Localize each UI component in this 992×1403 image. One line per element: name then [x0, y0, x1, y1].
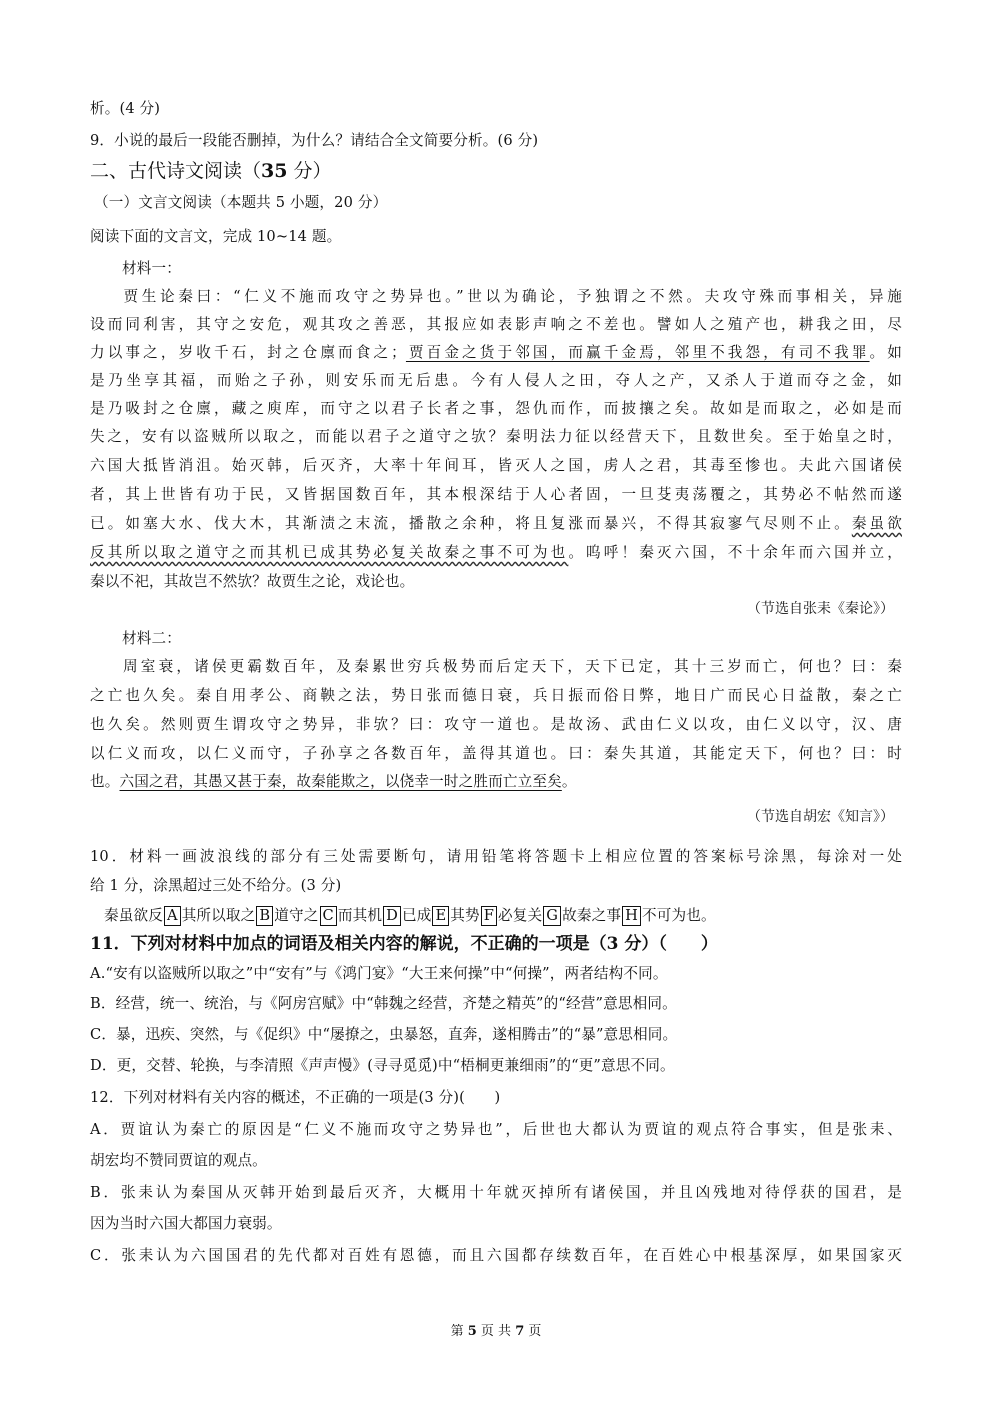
punctuation-options: 秦虽欲反 A 其所以取之 B 道守之 C 而其机 D 已成 E 其势 F 必复关 G 故秦之事 H 不可为也。 [104, 907, 716, 924]
passage-line: 力以事之，岁收千石，封之仓廪而食之；贾百金之货于邻国，而赢千金焉，邻里不我怨，有司不我罪。如 [90, 344, 903, 361]
option-b: B．张耒认为秦国从灭韩开始到最后灭齐，大概用十年就灭掉所有诸侯国，并且凶残地对待俘获的国君，是 [90, 1184, 902, 1201]
source-citation: （节选自胡宏《知言》） [747, 809, 894, 825]
passage-line: 者，其上世皆有功于民，又皆据国数百年，其本根深结于人心者固，一旦芟夷荡覆之，其势必不帖然而遂 [90, 486, 902, 503]
option-a-cont: 胡宏均不赞同贾谊的观点。 [90, 1152, 267, 1169]
text-line: 析。(4 分) [90, 100, 161, 117]
option-a: A．贾谊认为秦亡的原因是“仁义不施而攻守之势异也”，后世也大都认为贾谊的观点符合事实，但是张耒、 [90, 1121, 902, 1138]
option-b: B．经营，统一、统治，与《阿房宫赋》中“韩魏之经营，齐楚之精英”的“经营”意思相同。 [90, 995, 677, 1012]
material-2-heading: 材料二： [122, 630, 181, 647]
question-10: 10．材料一画波浪线的部分有三处需要断句，请用铅笔将答题卡上相应位置的答案标号涂黑，每涂对一处 [90, 848, 902, 865]
passage-line: 六国大抵皆消沮。始灭韩，后灭齐，大率十年间耳，皆灭人之国，虏人之君，其毒至惨也。夫此六国诸侯 [90, 457, 902, 474]
passage-line: 设而同利害，其守之安危，观其攻之善恶，其报应如表影声响之不差也。譬如人之殖产也，耕我之田，尽 [90, 316, 902, 333]
wavy-underline-text: 秦虽欲 [851, 515, 902, 532]
passage-line: 秦以不祀，其故岂不然欤？故贾生之论，戏论也。 [90, 573, 415, 590]
question-11: 11．下列对材料中加点的词语及相关内容的解说，不正确的一项是（3 分）（ ） [90, 934, 718, 954]
passage-line: 反其所以取之道守之而其机已成其势必复关故秦之事不可为也。呜呼！秦灭六国，不十余年而六国并立， [90, 544, 902, 561]
question-10-cont: 给 1 分，涂黑超过三处不给分。(3 分) [90, 877, 342, 894]
subsection-title: （一）文言文阅读（本题共 5 小题，20 分） [94, 194, 388, 211]
material-1-heading: 材料一： [122, 260, 181, 277]
option-box-h[interactable]: H [622, 906, 641, 926]
option-c: C．暴，迅疾、突然，与《促织》中“屡撩之，虫暴怒，直奔，遂相腾击”的“暴”意思相同。 [90, 1026, 678, 1043]
page-number: 5 [467, 1324, 477, 1339]
passage-line: 以仁义而攻，以仁义而守，子孙享之各数百年，盖得其道也。曰：秦失其道，其能定天下，何也？曰：时 [90, 745, 902, 762]
option-box-c[interactable]: C [320, 906, 337, 926]
passage-line: 也。六国之君，其愚又甚于秦，故秦能欺之，以侥幸一时之胜而亡立至矣。 [90, 773, 577, 790]
source-citation: （节选自张耒《秦论》） [747, 601, 894, 617]
section-title: 二、古代诗文阅读（35 分） [90, 160, 332, 182]
underlined-sentence: 贾百金之货于邻国，而赢千金焉，邻里不我怨，有司不我罪 [405, 344, 870, 361]
passage-line: 已。如塞大水、伐大木，其渐渍之末流，播散之余种，将且复涨而暴兴，不得其寂寥气尽则不止。秦虽欲 [90, 515, 902, 532]
passage-line: 之亡也久矣。秦自用孝公、商鞅之法，势日张而德日衰，兵日振而俗日弊，地日广而民心日益散，秦之亡 [90, 687, 902, 704]
option-box-e[interactable]: E [432, 906, 449, 926]
underlined-sentence: 六国之君，其愚又甚于秦，故秦能欺之，以侥幸一时之胜而亡立至矣 [119, 773, 562, 790]
option-box-f[interactable]: F [481, 906, 497, 926]
option-box-g[interactable]: G [543, 906, 561, 926]
option-box-d[interactable]: D [383, 906, 401, 926]
passage-line: 是乃吸封之仓廪，藏之庾库，而守之以君子长者之事，怨仇而作，而披攘之矣。故如是而取之，必如是而 [90, 400, 902, 417]
passage-line: 贾生论秦曰：“仁义不施而攻守之势异也。”世以为确论，予独谓之不然。夫攻守殊而事相关，异施 [120, 288, 902, 305]
option-b-cont: 因为当时六国大都国力衰弱。 [90, 1215, 282, 1232]
option-box-a[interactable]: A [164, 906, 181, 926]
total-pages: 7 [515, 1324, 525, 1339]
option-c: C．张耒认为六国国君的先代都对百姓有恩德，而且六国都存续数百年，在百姓心中根基深厚，如果国家灭 [90, 1247, 902, 1264]
passage-line: 是乃坐享其福，而贻之子孙，则安乐而无后患。今有人侵人之田，夺人之产，又杀人于道而夺之金，如 [90, 372, 902, 389]
option-a: A.“安有以盗贼所以取之”中“安有”与《鸿门宴》“大王来何操”中“何操”，两者结构不同。 [90, 965, 668, 982]
passage-line: 也久矣。然则贾生谓攻守之势异，非欤？曰：攻守一道也。是故汤、武由仁义以攻，由仁义以守，汉、唐 [90, 716, 902, 733]
instruction: 阅读下面的文言文，完成 10~14 题。 [90, 228, 342, 245]
option-d: D．更，交替、轮换，与李清照《声声慢》(寻寻觅觅)中“梧桐更兼细雨”的“更”意思不同。 [90, 1057, 675, 1074]
wavy-underline-text: 反其所以取之道守之而其机已成其势必复关故秦之事不可为也 [90, 544, 569, 561]
passage-line: 周室衰，诸侯更霸数百年，及秦累世穷兵极势而后定天下，天下已定，其十三岁而亡，何也？曰：秦 [120, 658, 902, 675]
page-footer: 第 5 页 共 7 页 [450, 1324, 542, 1339]
option-box-b[interactable]: B [256, 906, 273, 926]
question-12: 12．下列对材料有关内容的概述，不正确的一项是(3 分)( ) [90, 1089, 501, 1106]
passage-line: 失之，安有以盗贼所以取之，而能以君子之道守之欤？秦明法力征以经营天下，且数世矣。至于始皇之时， [90, 428, 902, 445]
question-9: 9．小说的最后一段能否删掉，为什么？请结合全文简要分析。(6 分) [90, 132, 539, 149]
